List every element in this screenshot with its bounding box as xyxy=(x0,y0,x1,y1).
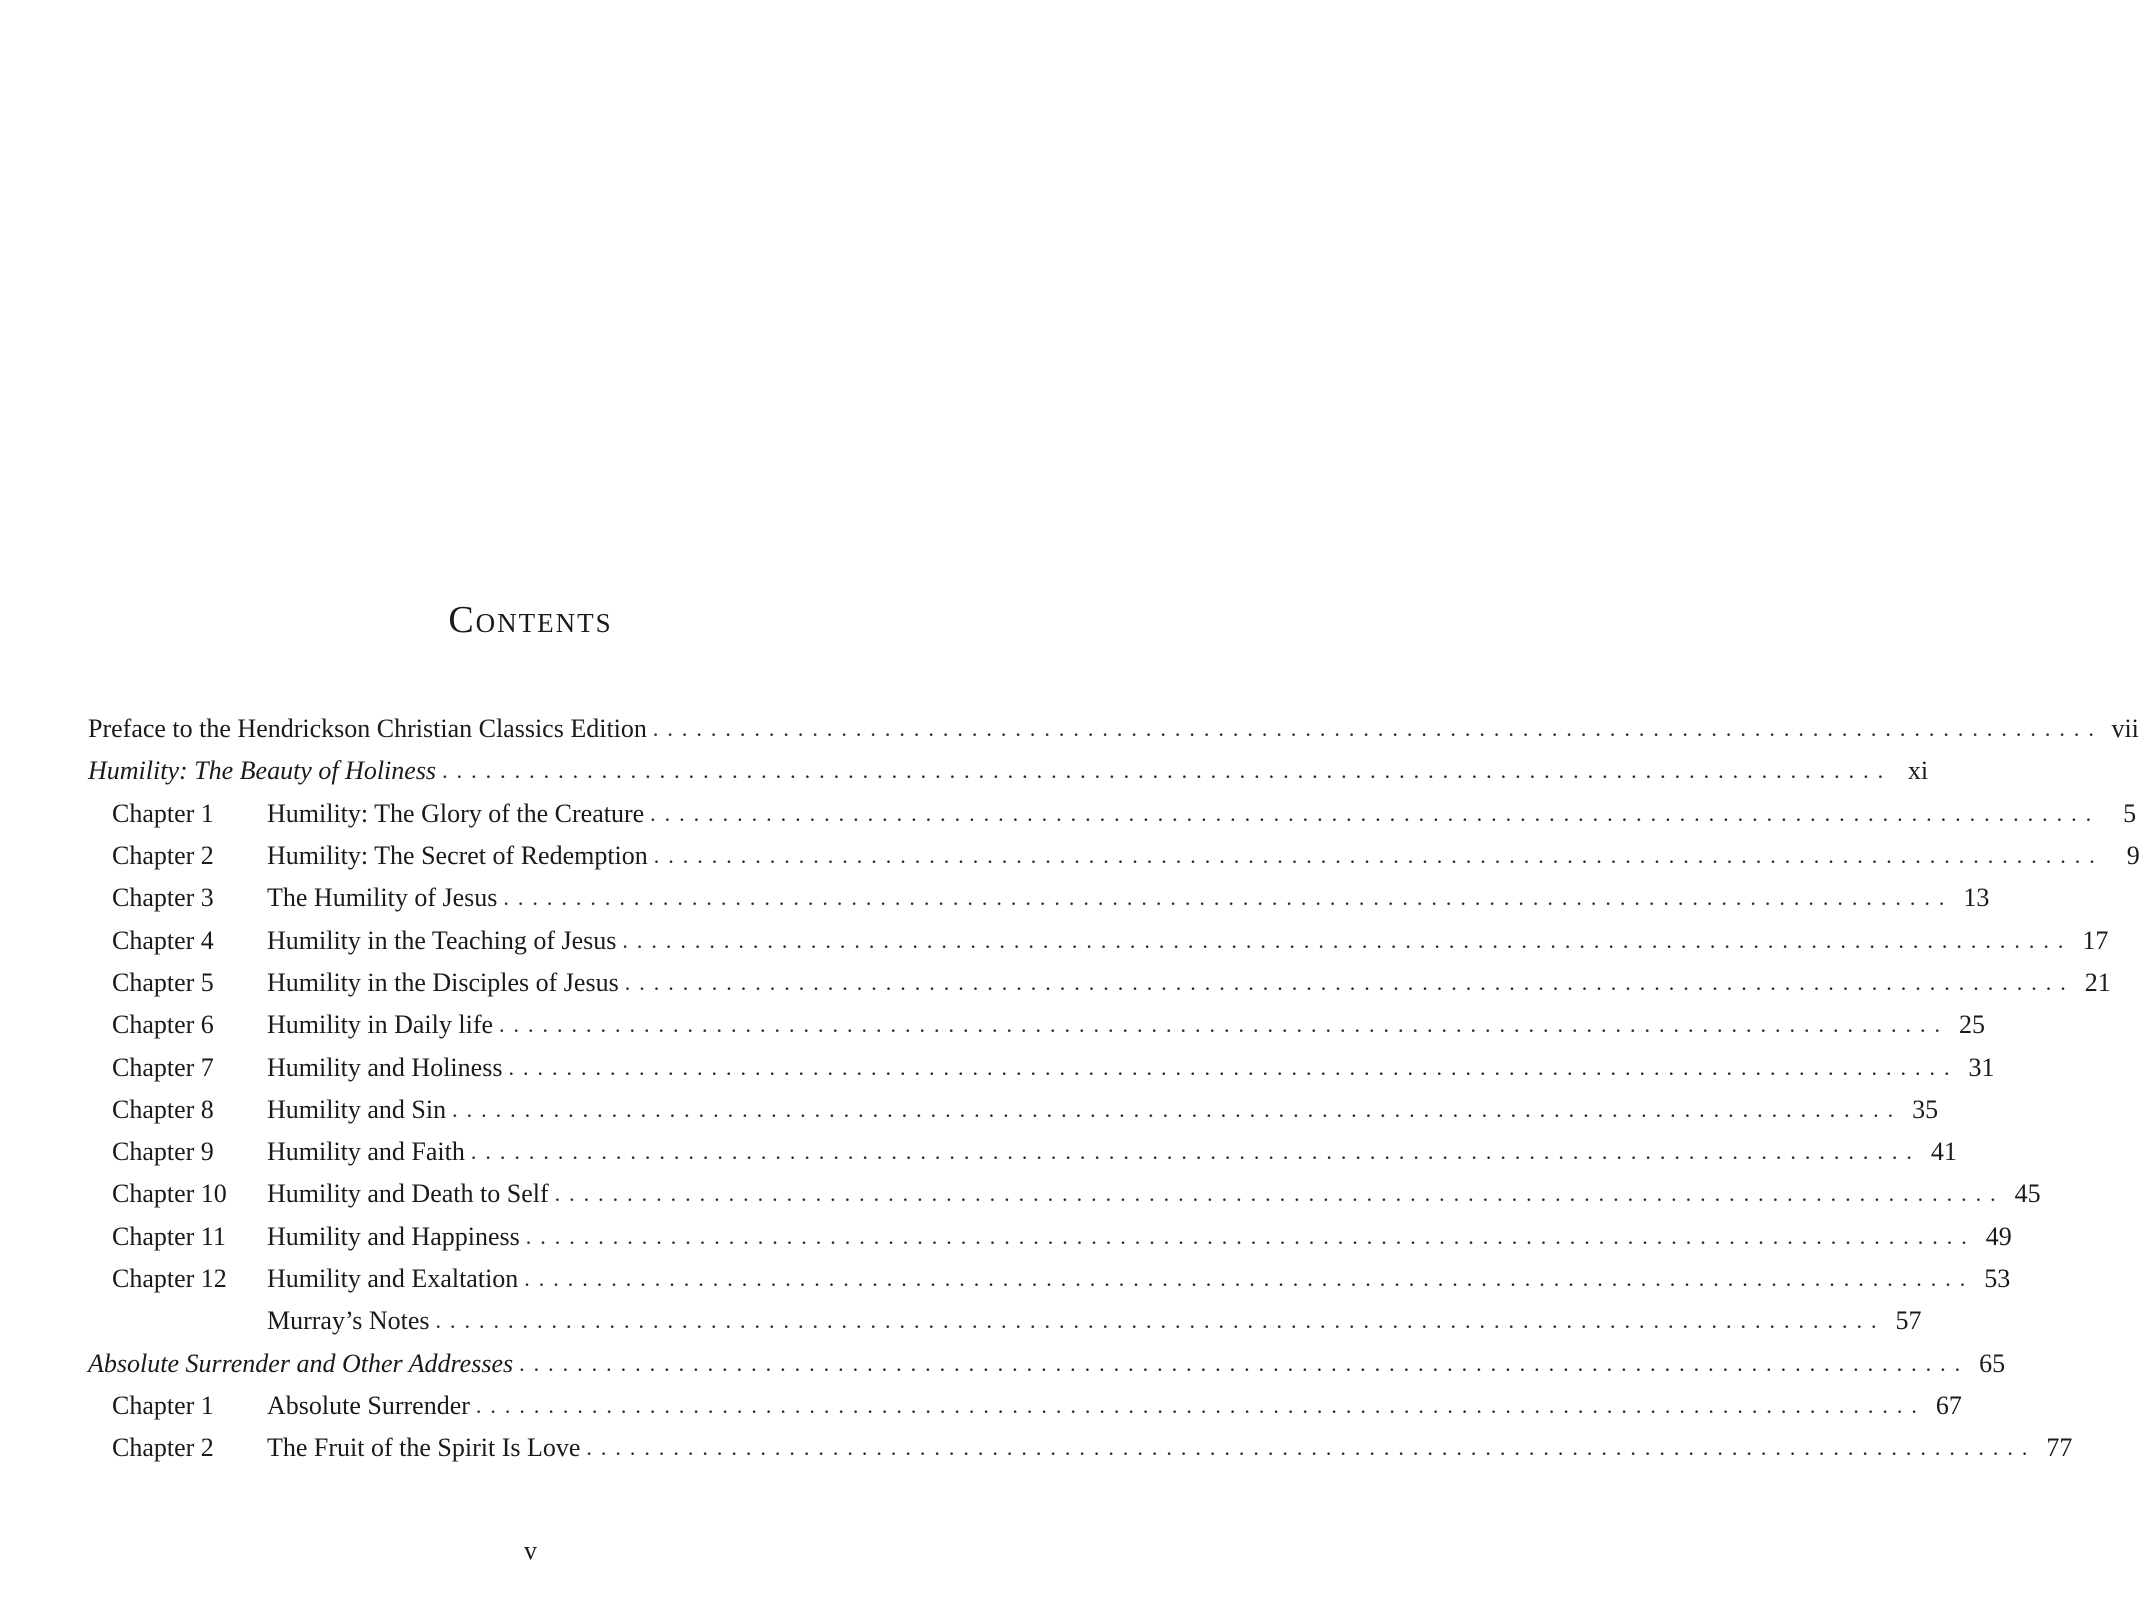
chapter-label: Chapter 3 xyxy=(112,883,214,913)
toc-chapter-row xyxy=(88,1300,1922,1342)
dot-leader: .................................................................................................... xyxy=(524,1266,1975,1291)
chapter-title: Humility in Daily life xyxy=(267,1010,494,1040)
toc-page-number: 65 xyxy=(1979,1348,2006,1378)
dot-leader: .................................................................................................... xyxy=(452,1096,1903,1122)
toc-section-row xyxy=(88,1342,2006,1384)
chapter-title: Humility and Sin xyxy=(267,1094,447,1124)
chapter-label: Chapter 8 xyxy=(112,1094,214,1124)
toc-section-row xyxy=(88,708,2139,750)
toc-page-number: 77 xyxy=(2046,1433,2073,1463)
chapter-title: Humility: The Secret of Redemption xyxy=(267,841,648,871)
section-title: Preface to the Hendrickson Christian Classics Edition xyxy=(88,714,647,744)
toc-page-number: 57 xyxy=(1895,1306,1922,1336)
section-title: Absolute Surrender and Other Addresses xyxy=(88,1348,514,1378)
toc-chapter-row xyxy=(88,919,2109,961)
dot-leader: .................................................................................................... xyxy=(554,1181,2005,1207)
toc-chapter-row xyxy=(88,1131,1957,1173)
chapter-label: Chapter 12 xyxy=(112,1264,227,1293)
chapter-title: Humility and Faith xyxy=(267,1137,465,1167)
chapter-title: Humility and Holiness xyxy=(267,1052,503,1082)
page-title: Contents xyxy=(448,599,613,641)
chapter-label: Chapter 5 xyxy=(112,967,214,997)
toc-chapter-row xyxy=(88,1173,2041,1215)
chapter-title: Humility and Exaltation xyxy=(267,1264,519,1293)
chapter-label: Chapter 1 xyxy=(112,798,214,828)
toc-page-number: 49 xyxy=(1985,1221,2012,1251)
dot-leader: .................................................................................................... xyxy=(624,969,2075,995)
chapter-title: Absolute Surrender xyxy=(267,1390,470,1420)
toc-chapter-row xyxy=(88,1089,1939,1131)
dot-leader: .................................................................................................... xyxy=(586,1435,2037,1461)
chapter-title: Humility in the Disciples of Jesus xyxy=(267,967,619,997)
toc-page-number: 5 xyxy=(2123,798,2137,828)
chapter-label: Chapter 4 xyxy=(112,925,214,955)
dot-leader: .................................................................................................... xyxy=(508,1054,1959,1080)
chapter-label: Chapter 9 xyxy=(112,1137,214,1167)
chapter-title: The Fruit of the Spirit Is Love xyxy=(267,1433,581,1463)
chapter-title: Humility and Death to Self xyxy=(267,1179,549,1209)
toc-chapter-row xyxy=(88,1216,2012,1258)
toc-page-number: 17 xyxy=(2082,925,2109,955)
dot-leader: .................................................................................................... xyxy=(525,1223,1976,1249)
toc-page-number: 53 xyxy=(1984,1264,2011,1293)
chapter-title: Humility: The Glory of the Creature xyxy=(267,798,645,828)
dot-leader: .................................................................................................... xyxy=(653,843,2104,869)
dot-leader: .................................................................................................... xyxy=(503,885,1954,911)
page-number-folio: v xyxy=(524,1536,537,1565)
toc-page-number: 45 xyxy=(2014,1179,2041,1209)
chapter-label: Chapter 2 xyxy=(112,1433,214,1463)
dot-leader: .................................................................................................... xyxy=(442,758,1893,784)
dot-leader: .................................................................................................... xyxy=(475,1392,1926,1418)
toc-page-number: 25 xyxy=(1959,1010,1986,1040)
toc-chapter-row xyxy=(88,835,2140,877)
toc-chapter-row xyxy=(88,793,2137,835)
toc-chapter-row xyxy=(88,1004,1986,1046)
toc-page-number: 67 xyxy=(1935,1390,1962,1420)
chapter-label: Chapter 1 xyxy=(112,1390,214,1420)
dot-leader: .................................................................................................... xyxy=(622,927,2073,953)
table-of-contents xyxy=(88,708,2140,1469)
section-title: Humility: The Beauty of Holiness xyxy=(88,756,437,786)
chapter-label: Chapter 7 xyxy=(112,1052,214,1082)
toc-chapter-row xyxy=(88,877,1990,919)
chapter-label: Chapter 10 xyxy=(112,1179,227,1209)
toc-page-number: 9 xyxy=(2126,841,2140,871)
toc-section-row xyxy=(88,750,1929,792)
toc-chapter-row xyxy=(88,1427,2073,1469)
toc-chapter-row xyxy=(88,1258,2011,1300)
toc-page-number: 21 xyxy=(2084,967,2111,997)
toc-page-number: 31 xyxy=(1968,1052,1995,1082)
dot-leader: .................................................................................................... xyxy=(499,1012,1950,1038)
dot-leader: .................................................................................................... xyxy=(650,800,2101,826)
chapter-title: Murray’s Notes xyxy=(267,1306,430,1336)
dot-leader: .................................................................................................... xyxy=(519,1350,1970,1376)
dot-leader: .................................................................................................... xyxy=(652,716,2103,742)
chapter-label: Chapter 2 xyxy=(112,841,214,871)
toc-page-number: 13 xyxy=(1963,883,1990,913)
chapter-label: Chapter 11 xyxy=(112,1221,226,1251)
chapter-title: Humility in the Teaching of Jesus xyxy=(267,925,617,955)
toc-page-number: 35 xyxy=(1912,1094,1939,1124)
dot-leader: .................................................................................................... xyxy=(470,1139,1921,1165)
toc-chapter-row xyxy=(88,962,2111,1004)
chapter-title: The Humility of Jesus xyxy=(267,883,498,913)
dot-leader: .................................................................................................... xyxy=(435,1308,1886,1334)
chapter-title: Humility and Happiness xyxy=(267,1221,520,1251)
toc-page-number: xi xyxy=(1907,756,1929,786)
toc-chapter-row xyxy=(88,1046,1995,1088)
toc-page-number: 41 xyxy=(1930,1137,1957,1167)
toc-page-number: vii xyxy=(2111,714,2139,744)
chapter-label: Chapter 6 xyxy=(112,1010,214,1040)
toc-chapter-row xyxy=(88,1385,1962,1427)
